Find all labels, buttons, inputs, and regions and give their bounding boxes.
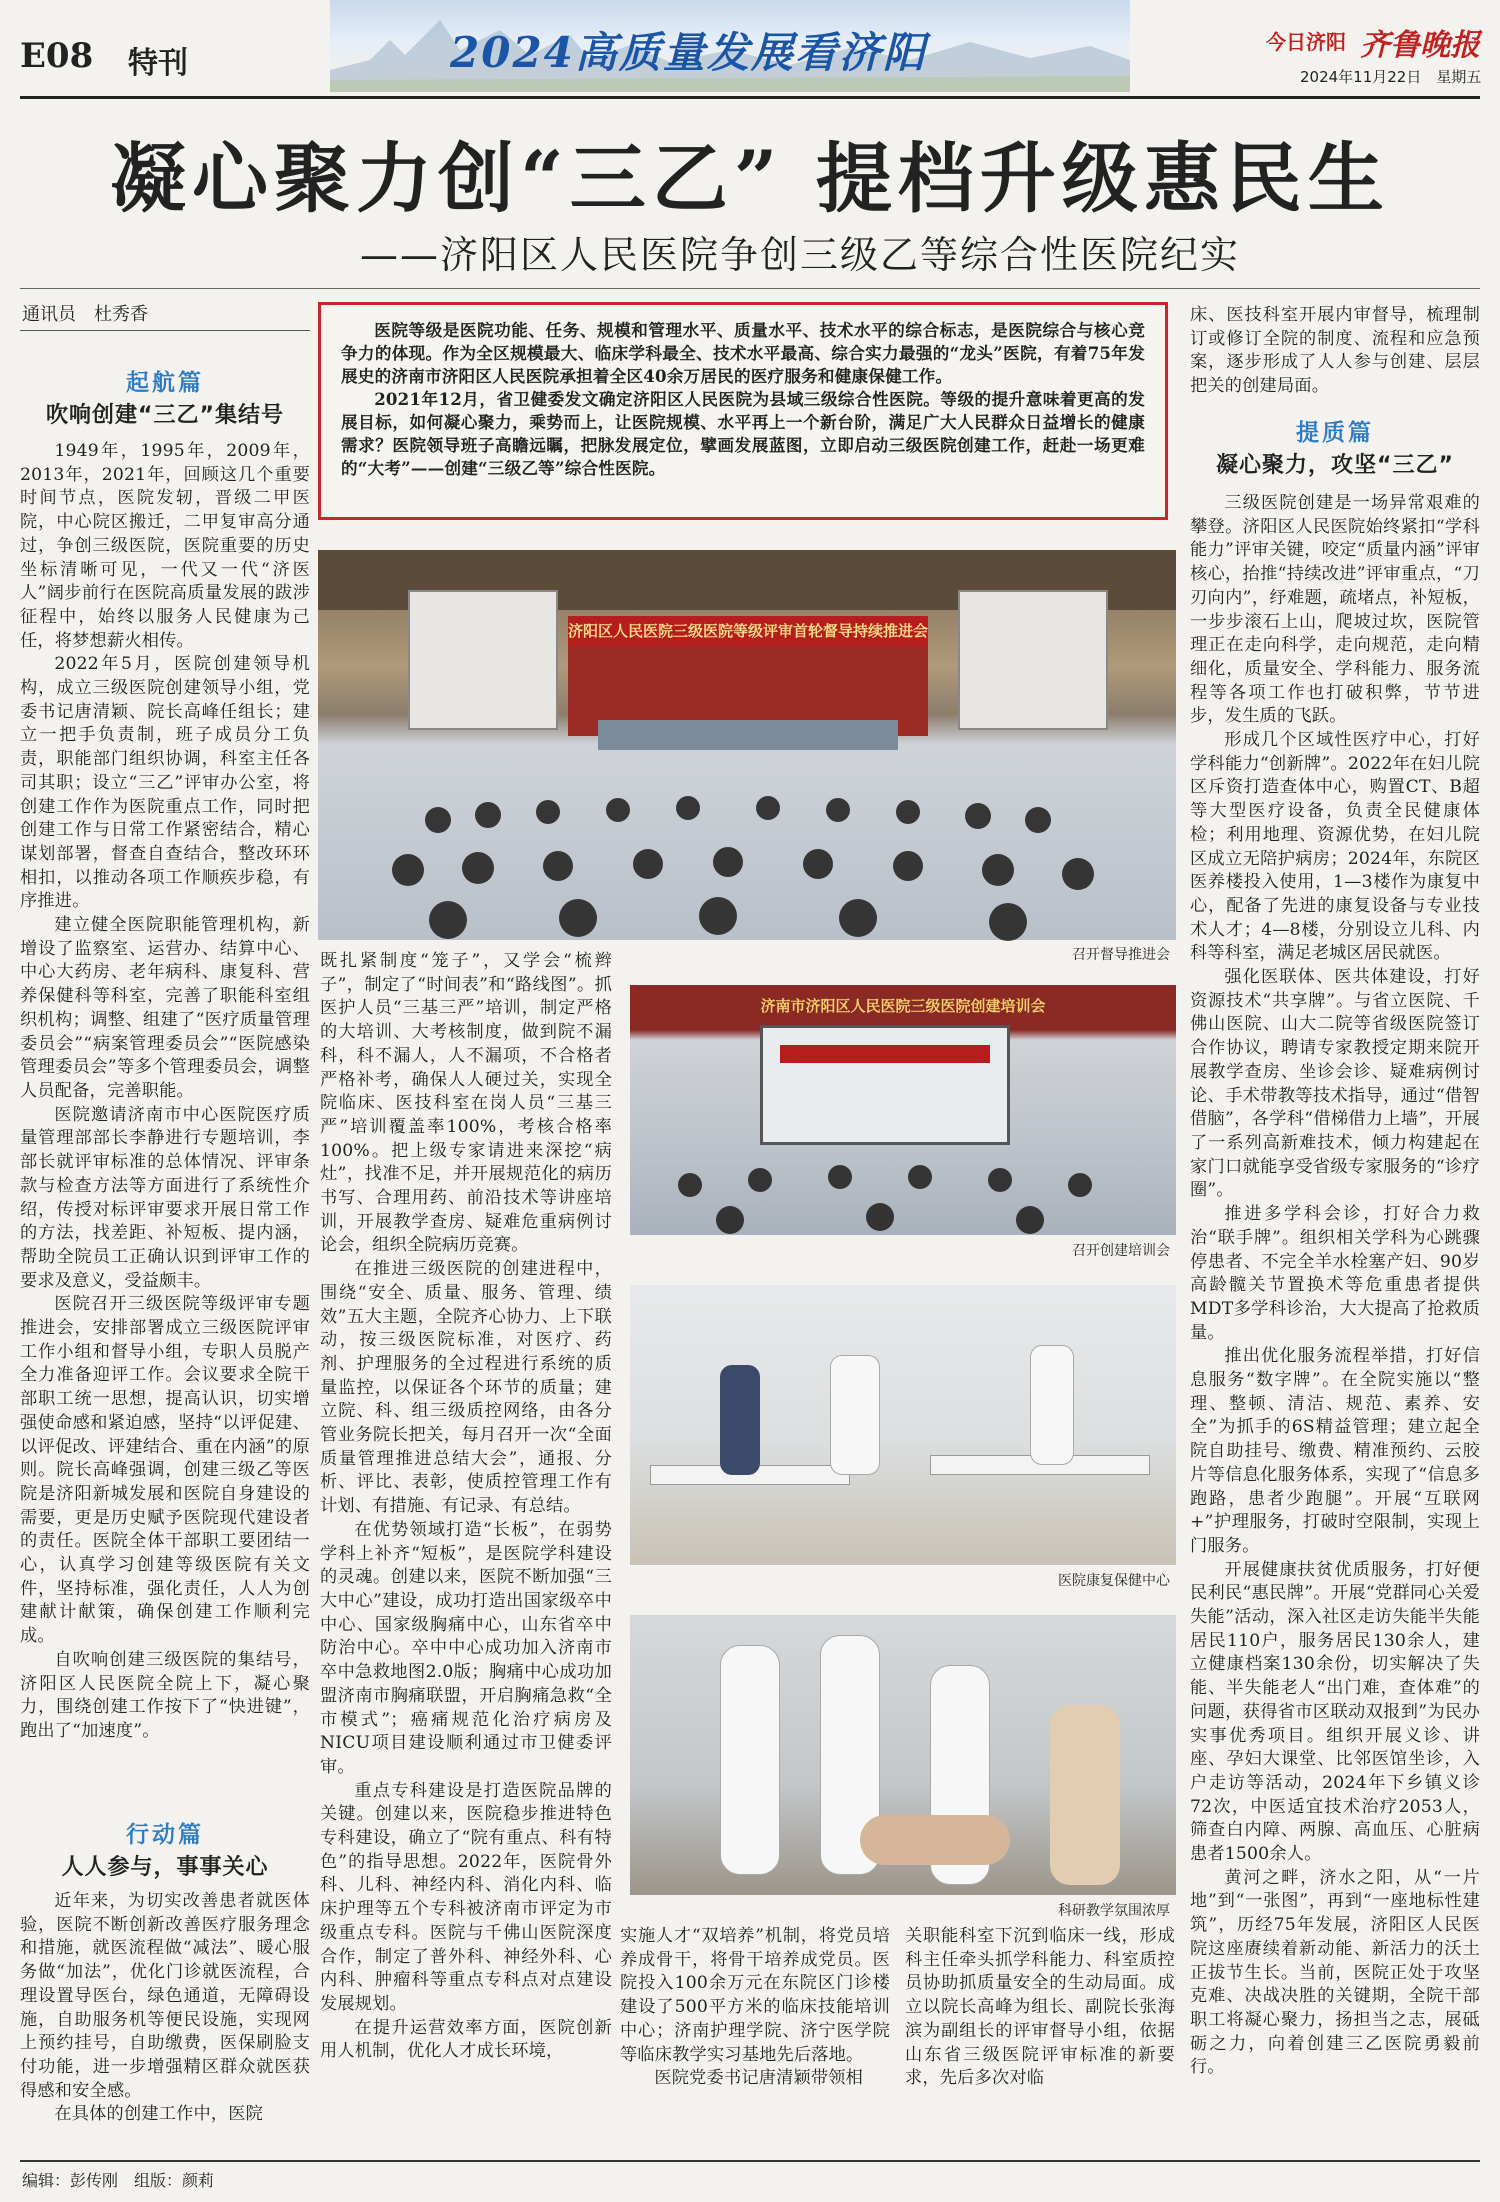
col1b-text: 近年来，为切实改善患者就医体验，医院不断创新改善医疗服务理念和措施，就医流程做“减法”、暖心服务做“加法”，优化门诊就医流程，合理设置导医台，绿色通道，无障碍设施，自助服务机等便民设施，实现网上预约挂号，自助缴费，医保刷脸支付功能，进一步增强精区群众就医获得感和安全感。 在具体的创建工作中，医院 [20,1891,310,2125]
banner [330,0,1130,92]
banner-title: 2024高质量发展看济阳 [450,28,927,77]
section-qihang: 起航篇 [126,370,204,396]
caption-4: 科研教学氛围浓厚 [1058,1903,1170,1919]
headline: 凝心聚力创“三乙” 提档升级惠民生 [110,134,1390,223]
photo-teaching [630,1615,1176,1895]
stage-banner: 济阳区人民医院三级医院等级评审首轮督导持续推进会 [568,616,928,646]
training-banner: 济南市济阳区人民医院三级医院创建培训会 [760,997,1046,1015]
photo-training [630,985,1176,1235]
issue-date: 2024年11月22日 星期五 [1300,68,1482,86]
col3b-text: 实施人才“双培养”机制，将党员培养成骨干，将骨干培养成党员。医院投入100余万元在东院区门诊楼建设了500平方米的临床技能培训中心；济南护理学院、济宁医学院等临床教学实习基地先后落地。 医院党委书记唐清颖带领相 [620,1926,890,2089]
subheadline: ——济阳区人民医院争创三级乙等综合性医院纪实 [359,233,1240,277]
section-tizhi-sub: 凝心聚力，攻坚“三乙” [1216,453,1454,478]
section-tizhi: 提质篇 [1296,420,1374,446]
brand-logo: 齐鲁晚报 [1360,28,1480,63]
today-label: 今日济阳 [1266,30,1346,54]
col1a-text: 1949年，1995年，2009年，2013年，2021年，回顾这几个重要时间节点，医院发轫，晋级二甲医院，中心院区搬迁，二甲复审高分通过，争创三级医院，医院重要的历史坐标清晰可见，一代又一代“济医人”阔步前行在医院高质量发展的跋涉征程中，始终以服务人民健康为己任，将梦想薪火相传。 2022年5月，医院创建领导机构，成立三级医院创建领导小组，党委书记唐清颖、院长高峰任组长；建立一把手负责制，班子成员分工负责，职能部门组织协调，科室主任各司其职；设立“三乙”评审办公室，将创建工作作为医院重点工作，同时把创建工作与日常工作紧密结合，精心谋划部署，督查自查结合，整改环环相扣，以推动各项工作顺疾步稳，有序推进。 建立健全医院职能管理机构，新增设了监察室、运营办、结算中心、中心大药房、老年病科、康复科、营养保健科等科室，完善了职能科室组织机构；调整、组建了“医疗质量管理委员会”“病案管理委员会”“医院感染管理委员会”等多个管理委员会，调整人员配备，完善职能。 医院邀请济南市中心医院医疗质量管理部部长李静进行专题培训，李部长就评审标准的总体情况、评审条款与检查方法等方面进行了系统性介绍，传授对标评审要求开展日常工作的方法，找差距、补短板、提内涵，帮助全院员工正确认识到评审工作的要求及意义，受益颇丰。 医院召开三级医院等级评审专题推进会，安排部署成立三级医院评审工作小组和督导小组，专职人员脱产全力准备迎评工作。会议要求全院干部职工统一思想，提高认识，切实增强使命感和紧迫感，坚持“以评促建、以评促改、评建结合、重在内涵”的原则。院长高峰强调，创建三级乙等医院是济阳新城发展和医院自身建设的需要，更是历史赋予医院现代建设者的责任。医院全体干部职工要团结一心，认真学习创建等级医院有关文件，坚持标准，强化责任，人人为创建献计献策，确保创建工作顺利完成。 自吹响创建三级医院的集结号，济阳区人民医院全院上下，凝心聚力，围绕创建工作按下了“快进键”，跑出了“加速度”。 [20,441,310,1741]
section-xingdong: 行动篇 [126,1822,204,1848]
caption-1: 召开督导推进会 [1072,947,1170,963]
page-number: E08 [20,36,94,76]
intro-para-1: 医院等级是医院功能、任务、规模和管理水平、质量水平、技术水平的综合标志，是医院综合与核心竞争力的体现。作为全区规模最大、临床学科最全、技术水平最高、综合实力最强的“龙头”医院，有着75年发展史的济南市济阳区人民医院承担着全区40余万居民的医疗服务和健康保健工作。 [341,320,1145,386]
intro-box [318,302,1168,520]
caption-2: 召开创建培训会 [1072,1243,1170,1259]
photo-rehab [630,1285,1176,1565]
col5-text: 床、医技科室开展内审督导，梳理制订或修订全院的制度、流程和应急预案，逐步形成了人人参与创建、层层把关的创建局面。 [1190,305,1480,397]
section-qihang-sub: 吹响创建“三乙”集结号 [46,403,284,428]
col4b-text: 关职能科室下沉到临床一线，形成科主任牵头抓学科能力、科室质控员协助抓质量安全的生动局面。成立以院长高峰为组长、副院长张海滨为副组长的评审督导小组，依据山东省三级医院评审标准的新要求，先后多次对临 [905,1926,1175,2089]
section-name: 特刊 [128,46,188,81]
byline: 通讯员 杜秀香 [22,304,148,325]
intro-para-2: 2021年12月，省卫健委发文确定济阳区人民医院为县域三级综合性医院。等级的提升意味着更高的发展目标，如何凝心聚力，乘势而上，让医院规模、水平再上一个新台阶，满足广大人民群众日益增长的健康需求？医院领导班子高瞻远瞩，把脉发展定位，擘画发展蓝图，立即启动三级医院创建工作，赶赴一场更难的“大考”——创建“三级乙等”综合性医院。 [341,389,1145,478]
caption-3: 医院康复保健中心 [1058,1573,1170,1589]
footer-credits: 编辑：彭传刚 组版：颜莉 [22,2171,215,2190]
col2-text: 既扎紧制度“笼子”，又学会“梳辫子”，制定了“时间表”和“路线图”。抓医护人员“三基三严”培训，制定严格的大培训、大考核制度，做到院不漏科，科不漏人，人不漏项，不合格者严格补考，确保人人硬过关，实现全院临床、医技科室在岗人员“三基三严”培训覆盖率100%，考核合格率100%。把上级专家请进来深挖“病灶”，找准不足，并开展规范化的病历书写、合理用药、前沿技术等讲座培训，开展教学查房、疑难危重病例讨论会，组织全院病历竞赛。 在推进三级医院的创建进程中，围绕“安全、质量、服务、管理、绩效”五大主题，全院齐心协力、上下联动，按三级医院标准，对医疗、药剂、护理服务的全过程进行系统的质量监控，以保证各个环节的质量；建立院、科、组三级质控网络，由各分管业务院长把关，每月召开一次“全面质量管理推进总结大会”，通报、分析、评比、表彰，使质控管理工作有计划、有措施、有记录、有总结。 在优势领域打造“长板”，在弱势学科上补齐“短板”，是医院学科建设的灵魂。创建以来，医院不断加强“三大中心”建设，成功打造出国家级卒中中心、国家级胸痛中心，山东省卒中防治中心。卒中中心成功加入济南市卒中急救地图2.0版；胸痛中心成功加盟济南市胸痛联盟，开启胸痛急救“全市模式”；癌痛规范化治疗病房及NICU项目建设顺利通过市卫健委评审。 重点专科建设是打造医院品牌的关键。创建以来，医院稳步推进特色专科建设，确立了“院有重点、科有特色”的指导思想。2022年，医院骨外科、儿科、神经内科、消化内科、临床护理等五个专科被济南市评定为市级重点专科。医院与千佛山医院深度合作，制定了普外科、神经外科、心内科、肿瘤科等重点专科点对点建设发展规划。 在提升运营效率方面，医院创新用人机制，优化人才成长环境， [320,951,612,2062]
col5b-text: 三级医院创建是一场异常艰难的攀登。济阳区人民医院始终紧扣“学科能力”评审关键，咬定“质量内涵”评审核心，抬推“持续改进”评审重点，“刀刃向内”，纾难题，疏堵点，补短板，一步步滚石上山，爬坡过坎，医院管理正在走向科学，走向规范，走向精细化，质量安全、学科能力、服务流程等各项工作也打破积弊，节节进步，发生质的飞跃。 形成几个区域性医疗中心，打好学科能力“创新牌”。2022年在妇儿院区斥资打造查体中心，购置CT、B超等大型医疗设备，负责全民健康体检；利用地理、资源优势，在妇儿院区成立无陪护病房；2024年，东院区医养楼投入使用，1—3楼作为康复中心，配备了先进的康复设备与专业技术人才；4—8楼，分别设立儿科、内科等科室，满足老城区居民就医。 强化医联体、医共体建设，打好资源技术“共享牌”。与省立医院、千佛山医院、山大二院等省级医院签订合作协议，聘请专家教授定期来院开展教学查房、坐诊会诊、疑难病例讨论、手术带教等技术指导，通过“借智借脑”，各学科“借梯借力上墙”，开展了一系列高新难技术，倾力构建起在家门口就能享受省级专家服务的“诊疗圈”。 推进多学科会诊，打好合力救治“联手牌”。组织相关学科为心跳骤停患者、不完全羊水栓塞产妇、90岁高龄髋关节置换术等危重患者提供MDT多学科诊治，大大提高了抢救质量。 推出优化服务流程举措，打好信息服务“数字牌”。在全院实施以“整理、整顿、清洁、规范、素养、安全”为抓手的6S精益管理；建立起全院自助挂号、缴费、精准预约、云胶片等信息化服务体系，实现了“信息多跑路，患者少跑腿”。开展“互联网+”护理服务，打破时空限制，实现上门服务。 开展健康扶贫优质服务，打好便民利民“惠民牌”。开展“党群同心关爱失能”活动，深入社区走访失能半失能居民110户，服务居民130余人，建立健康档案130余份，切实解决了失能、半失能老人“出门难，查体难”的问题，获得省市区联动双报到”为民办实事优秀项目。组织开展义诊、讲座、孕妇大课堂、比邻医馆坐诊，入户走访等活动，2024年下乡镇义诊72次，中医适宜技术治疗2053人，筛查白内障、两腺、高血压、心脏病患者1500余人。 黄河之畔，济水之阳，从“一片地”到“一张图”，再到“一座地标性建筑”，历经75年发展，济阳区人民医院这座赓续着新动能、新活力的沃土正拔节生长。当前，医院正处于攻坚克难、决战决胜的关键期，全院干部职工将凝心聚力，扬担当之志，展砥砺之力，向着创建三乙医院勇毅前行。 [1190,493,1480,2078]
section-xingdong-sub: 人人参与，事事关心 [61,1855,269,1880]
photo-meeting-1 [318,550,1176,940]
